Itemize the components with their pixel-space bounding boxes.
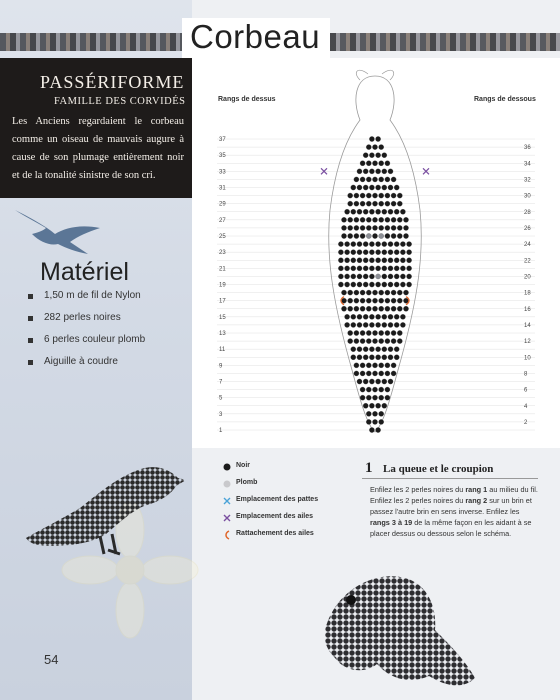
- row-label-right: 26: [524, 225, 531, 232]
- materiel-heading: Matériel: [40, 258, 129, 286]
- swallow-icon: [10, 198, 110, 258]
- row-label-right: 12: [524, 339, 531, 346]
- grey-bead-icon: [222, 479, 232, 489]
- row-label-left: 29: [219, 201, 226, 208]
- list-item: 1,50 m de fil de Nylon: [28, 290, 145, 312]
- legend-label: Rattachement des ailes: [236, 530, 314, 537]
- row-label-left: 23: [219, 250, 226, 257]
- step-title: La queue et le croupion: [383, 463, 494, 475]
- row-label-right: 24: [524, 242, 531, 249]
- step-divider: [362, 478, 538, 479]
- legend-label: Emplacement des pattes: [236, 496, 319, 503]
- row-label-right: 18: [524, 290, 531, 297]
- row-label-right: 10: [524, 355, 531, 362]
- blue-cross-icon: [222, 496, 232, 506]
- row-label-right: 20: [524, 274, 531, 281]
- legend-label: Emplacement des ailes: [236, 513, 314, 520]
- row-label-right: 36: [524, 145, 531, 152]
- step-text-bold: rangs 3 à 19: [370, 518, 413, 527]
- row-label-left: 17: [219, 298, 226, 305]
- step-number: 1: [365, 460, 373, 476]
- beaded-raven-photo: [20, 450, 190, 560]
- row-label-left: 37: [219, 137, 226, 143]
- row-label-right: 4: [524, 403, 528, 410]
- row-label-left: 1: [219, 428, 223, 434]
- row-label-right: 30: [524, 193, 531, 200]
- materiel-list: [28, 290, 145, 378]
- list-item: 6 perles couleur plomb: [28, 334, 145, 356]
- purple-cross-icon: [222, 513, 232, 523]
- row-label-right: 34: [524, 161, 531, 168]
- list-item: 282 perles noires: [28, 312, 145, 334]
- row-label-right: 6: [524, 387, 528, 394]
- step-text: [370, 484, 540, 539]
- row-label-left: 25: [219, 234, 226, 240]
- row-label-right: 16: [524, 306, 531, 313]
- page-number: 54: [44, 652, 59, 667]
- step-text-bold: rang 1: [465, 485, 488, 494]
- step-text-part: au milieu du fil. Enfilez les 2 perles noires du: [370, 485, 538, 505]
- black-bead-icon: [222, 462, 232, 472]
- info-box: [0, 58, 192, 198]
- legend-item: [222, 479, 318, 496]
- legend-label: Plomb: [236, 479, 258, 486]
- page-title: Corbeau: [190, 18, 321, 55]
- step-text-part: sur un brin et passez l'autre brin en sens inverse. Enfilez les: [370, 496, 532, 516]
- row-label-left: 33: [219, 169, 226, 176]
- row-label-left: 35: [219, 153, 226, 160]
- row-label-left: 11: [219, 347, 226, 354]
- row-label-right: 14: [524, 322, 531, 329]
- row-label-left: 9: [219, 363, 223, 370]
- legend-item: [222, 462, 318, 479]
- row-label-left: 21: [219, 266, 226, 273]
- label-rangs-dessous: Rangs de dessous: [474, 96, 536, 103]
- row-label-right: 32: [524, 177, 531, 184]
- row-label-left: 5: [219, 395, 223, 402]
- orange-bracket-icon: [222, 530, 232, 540]
- info-subheading: FAMILLE DES CORVIDÉS: [54, 96, 186, 107]
- row-label-left: 7: [219, 379, 223, 386]
- info-text: Les Anciens regardaient le corbeau comme un oiseau de mauvais augure à cause de son plumage entièrement noir et de la tonalité sinistre de son cri.: [12, 116, 184, 181]
- row-label-right: 22: [524, 258, 531, 265]
- row-label-left: 15: [219, 314, 226, 321]
- row-label-left: 13: [219, 331, 226, 337]
- step-text-bold: rang 2: [465, 496, 488, 505]
- row-label-left: 31: [219, 185, 226, 192]
- legend-item: [222, 513, 318, 530]
- legend-item: [222, 496, 318, 513]
- step-text-part: Enfilez les 2 perles noires du: [370, 485, 466, 494]
- row-label-left: 27: [219, 217, 226, 224]
- legend: [222, 462, 318, 547]
- diagram-panel: [192, 58, 560, 448]
- row-label-left: 3: [219, 411, 223, 418]
- list-item: Aiguille à coudre: [28, 356, 145, 378]
- row-label-left: 19: [219, 282, 226, 289]
- row-label-right: 8: [524, 371, 528, 378]
- row-label-right: 28: [524, 209, 531, 216]
- beaded-raven-head-photo: [325, 560, 485, 700]
- row-label-right: 2: [524, 419, 528, 426]
- legend-item: [222, 530, 318, 547]
- info-heading: PASSÉRIFORME: [40, 72, 185, 92]
- label-rangs-dessus: Rangs de dessus: [218, 96, 276, 103]
- step-text-part: de la même façon en les aidant à se placer dessus ou dessous selon le schéma.: [370, 518, 532, 538]
- legend-label: Noir: [236, 462, 250, 469]
